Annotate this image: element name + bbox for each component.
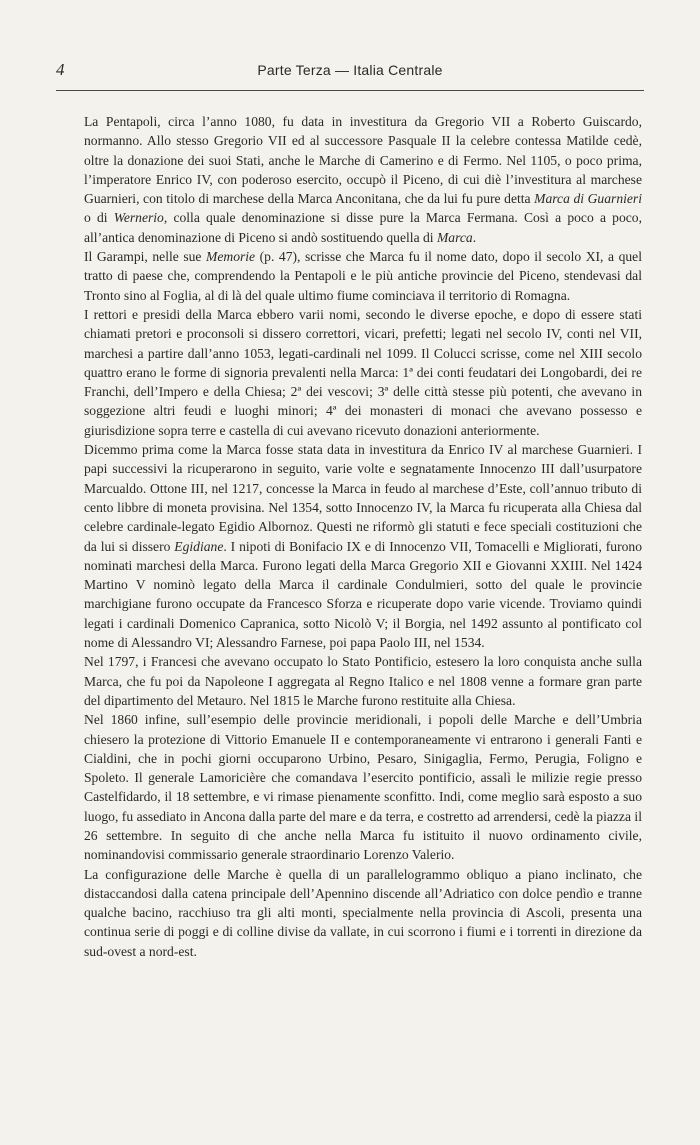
header-rule <box>56 90 644 91</box>
italic-text: Marca <box>436 229 473 245</box>
text-run: La Pentapoli, circa l’anno 1080, fu data in investitura da Gregorio VII a Roberto Guiscardo, normanno. Allo stesso Gregorio VII ed al successore Pasquale II la celebre contessa Matilde cedè, oltre la donazione dei suoi Stati, anche le Marche di Camerino e di Fermo. Nel 1105, o poco prima, l’imperatore Enrico IV, con poderoso esercito, occupò il Piceno, di cui diè l’investitura al marchese Guarnieri, con titolo di marchese della Marca Anconitana, che da lui fu pure detta <box>84 114 642 207</box>
text-run: Dicemmo prima come la Marca fosse stata data in investitura da Enrico IV al marchese Guarnieri. I papi successivi la ricuperarono in seguito, varie volte e segnatamente Innocenzo III dall’usurpatore Marcualdo. Ottone III, nel 1217, concesse la Marca in feudo al marchese d’Este, coll’annuo tributo di cento libbre di moneta provisina. Nel 1354, sotto Innocenzo IV, la Marca fu ricuperata alla Chiesa dal celebre cardinale-legato Egidio Albornoz. Questi ne riformò gli statuti e fece speciali costituzioni che da lui si dissero <box>84 442 642 554</box>
text-run: . I nipoti di Bonifacio IX e di Innocenzo VII, Tomacelli e Migliorati, furono nominati marchesi della Marca. Furono legati della Marca Gregorio XII e Giovanni XXIII. Nel 1424 Martino V nominò legato della Marca il cardinale Condulmieri, sotto del quale le provincie marchigiane furono occupate da Francesco Sforza e ricuperate dopo varie vicende. Troviamo quindi legati i cardinali Domenico Capranica, sotto Nicolò V; il Borgia, nel 1492 assunto al pontificato col nome di Alessandro VI; Alessandro Farnese, poi papa Paolo III, nel 1534. <box>84 538 642 651</box>
text-run: . <box>472 229 477 245</box>
body-text <box>84 112 642 961</box>
text-run: Nel 1797, i Francesi che avevano occupato lo Stato Pontificio, estesero la loro conquista anche sulla Marca, che fu poi da Napoleone I aggregata al Regno Italico e nel 1808 venne a formare gran parte del dipartimento del Metauro. Nel 1815 le Marche furono restituite alla Chiesa. <box>84 654 642 708</box>
running-head: Parte Terza — Italia Centrale <box>257 62 443 78</box>
paragraph <box>84 652 642 710</box>
italic-text: Wernerio <box>113 210 164 226</box>
text-run: I rettori e presidi della Marca ebbero varii nomi, secondo le diverse epoche, e dopo di essere stati chiamati pretori e proconsoli si dissero correttori, vicari, prefetti; legati nel secolo IV, conti nel VII, marchesi a partire dall’anno 1053, legati-cardinali nel 1099. Il Colucci scrisse, come nel XIII secolo quattro erano le forme di signoria prevalenti nella Marca: 1ª dei conti feudatari dei Longobardi, dei re Franchi, dell’Impero e della Chiesa; 2ª dei vescovi; 3ª delle città stesse più potenti, che avevano in soggezione altri feudi e luoghi minori; 4ª dei monasteri di monaci che avevano possesso e giurisdizione sopra terre e castella di cui avevano ricevuto donazioni anteriormente. <box>84 306 642 438</box>
italic-text: Memorie <box>206 249 256 265</box>
text-run: o di <box>84 210 114 226</box>
text-run: Nel 1860 infine, sull’esempio delle provincie meridionali, i popoli delle Marche e dell’Umbria chiesero la protezione di Vittorio Emanuele II e contemporaneamente vi entrarono i generali Fanti e Cialdini, che in pochi giorni occuparono Urbino, Pesaro, Sinigaglia, Fermo, Perugia, Foligno e Spoleto. Il generale Lamoricière che comandava l’esercito pontificio, assalì le milizie regie presso Castelfidardo, il 18 settembre, e vi rimase pienamente sconfitto. Indi, come meglio sarà esposto a suo luogo, fu assediato in Ancona dalla parte del mare e da terra, e costretto ad arrendersi, cedè la piazza il 26 settembre. In seguito di che anche nella Marca fu istituito il nuovo ordinamento civile, nominandovisi commissario generale straordinario Lorenzo Valerio. <box>84 712 642 863</box>
text-run: , colla quale denominazione si disse pure la Marca Fermana. Così a poco a poco, all’antica denominazione di Piceno si andò sostituendo quella di <box>84 210 642 245</box>
paragraph <box>84 305 642 440</box>
page-header <box>56 60 644 84</box>
italic-text: Egidiane <box>174 538 224 554</box>
text-run: (p. 47), scrisse che Marca fu il nome dato, dopo il secolo XI, a quel tratto di paese che, comprendendo la Pentapoli e le più antiche provincie del Piceno, stendevasi dal Tronto sino al Foglia, al di là del quale ultimo fiume cominciava il territorio di Romagna. <box>84 249 642 303</box>
paragraph <box>84 247 642 305</box>
text-run: Il Garampi, nelle sue <box>84 249 207 265</box>
paragraph <box>84 112 642 247</box>
paragraph <box>84 440 642 652</box>
text-run: La configurazione delle Marche è quella di un parallelogrammo obliquo a piano inclinato, che distaccandosi dalla catena principale dell’Apennino discende all’Adriatico con dolce pendìo e tranne qualche bacino, racchiuso tra gli alti monti, specialmente nella provincia di Ascoli, presenta una continua serie di poggi e di colline divise da vallate, in cui scorrono i fiumi e i torrenti in direzione da sud-ovest a nord-est. <box>84 866 642 959</box>
paragraph <box>84 865 642 961</box>
page-number: 4 <box>56 60 65 79</box>
italic-text: Marca di Guarnieri <box>534 191 642 207</box>
paragraph <box>84 710 642 864</box>
